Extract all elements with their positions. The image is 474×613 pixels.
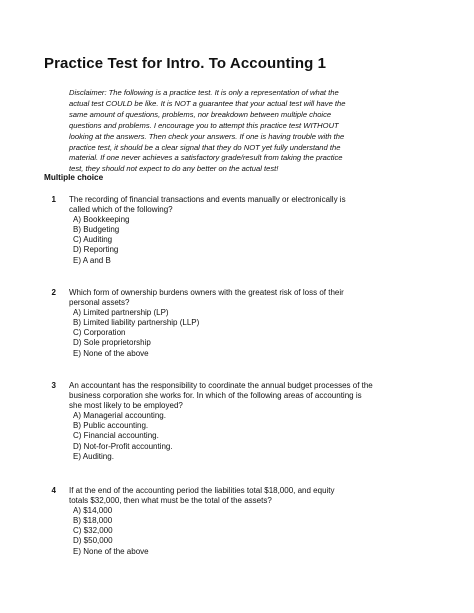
answer-option: E) A and B bbox=[73, 255, 111, 265]
answer-options bbox=[69, 411, 399, 461]
answer-option: C) Corporation bbox=[73, 328, 126, 338]
question-number: 1 bbox=[51, 195, 56, 204]
answer-option: A) $14,000 bbox=[73, 506, 113, 516]
disclaimer-line: material. If one never achieves a satisfactory grade/result from taking the practice bbox=[69, 153, 343, 163]
question-text-line: business corporation she works for. In which of the following areas of accounting is bbox=[69, 391, 362, 401]
answer-option: D) Not-for-Profit accounting. bbox=[73, 441, 173, 451]
answer-options bbox=[69, 506, 399, 556]
disclaimer-line: looking at the answers. Then check your answers. If one is having trouble with the bbox=[69, 131, 345, 141]
disclaimer-line: questions and problems. I encourage you to attempt this practice test WITHOUT bbox=[69, 120, 339, 130]
question-body bbox=[69, 486, 399, 557]
question-text-line: Which form of ownership burdens owners with the greatest risk of loss of their bbox=[69, 288, 344, 297]
answer-option: B) Limited liability partnership (LLP) bbox=[73, 318, 200, 328]
answer-option: E) None of the above bbox=[73, 546, 149, 556]
answer-option: A) Managerial accounting. bbox=[73, 411, 166, 421]
answer-option: E) Auditing. bbox=[73, 451, 114, 461]
answer-option: C) Financial accounting. bbox=[73, 431, 159, 441]
question-number: 3 bbox=[51, 381, 56, 390]
section-heading-multiple-choice: Multiple choice bbox=[44, 173, 104, 182]
disclaimer-line: actual test COULD be like. It is NOT a guarantee that your actual test will have the bbox=[69, 98, 346, 108]
answer-option: A) Bookkeeping bbox=[73, 215, 130, 225]
question-text-line: personal assets? bbox=[69, 298, 130, 308]
question-body bbox=[69, 195, 399, 266]
answer-option: E) None of the above bbox=[73, 348, 149, 358]
answer-option: B) $18,000 bbox=[73, 516, 113, 526]
answer-option: B) Public accounting. bbox=[73, 421, 149, 431]
disclaimer-line: practice test, it should be a clear signal that they do NOT yet fully understand the bbox=[69, 142, 341, 152]
question-number: 2 bbox=[51, 288, 56, 297]
page-title: Practice Test for Intro. To Accounting 1 bbox=[44, 55, 327, 72]
disclaimer-line: Disclaimer: The following is a practice test. It is only a representation of what the bbox=[69, 88, 339, 97]
answer-options bbox=[69, 215, 399, 265]
answer-option: A) Limited partnership (LP) bbox=[73, 308, 169, 318]
question-text-line: called which of the following? bbox=[69, 205, 173, 215]
answer-option: D) Reporting bbox=[73, 245, 119, 255]
answer-option: C) $32,000 bbox=[73, 526, 113, 536]
disclaimer-paragraph bbox=[69, 88, 369, 175]
answer-option: B) Budgeting bbox=[73, 225, 120, 235]
answer-option: C) Auditing bbox=[73, 235, 113, 245]
question-body bbox=[69, 381, 399, 462]
question-text-line: If at the end of the accounting period the liabilities total $18,000, and equity bbox=[69, 486, 335, 495]
answer-option: D) $50,000 bbox=[73, 536, 113, 546]
disclaimer-line: same amount of questions, problems, nor breakdown between multiple choice bbox=[69, 109, 332, 119]
question-text-line: The recording of financial transactions and events manually or electronically is bbox=[69, 195, 346, 204]
question-text-line: An accountant has the responsibility to coordinate the annual budget processes of the bbox=[69, 381, 373, 390]
disclaimer-line: test, they should not expect to do any better on the actual test! bbox=[69, 164, 279, 174]
question-text-line: she most likely to be employed? bbox=[69, 401, 183, 411]
answer-option: D) Sole proprietorship bbox=[73, 338, 151, 348]
answer-options bbox=[69, 308, 399, 358]
question-body bbox=[69, 288, 399, 359]
question-text-line: totals $32,000, then what must be the total of the assets? bbox=[69, 496, 272, 506]
question-number: 4 bbox=[51, 486, 56, 495]
